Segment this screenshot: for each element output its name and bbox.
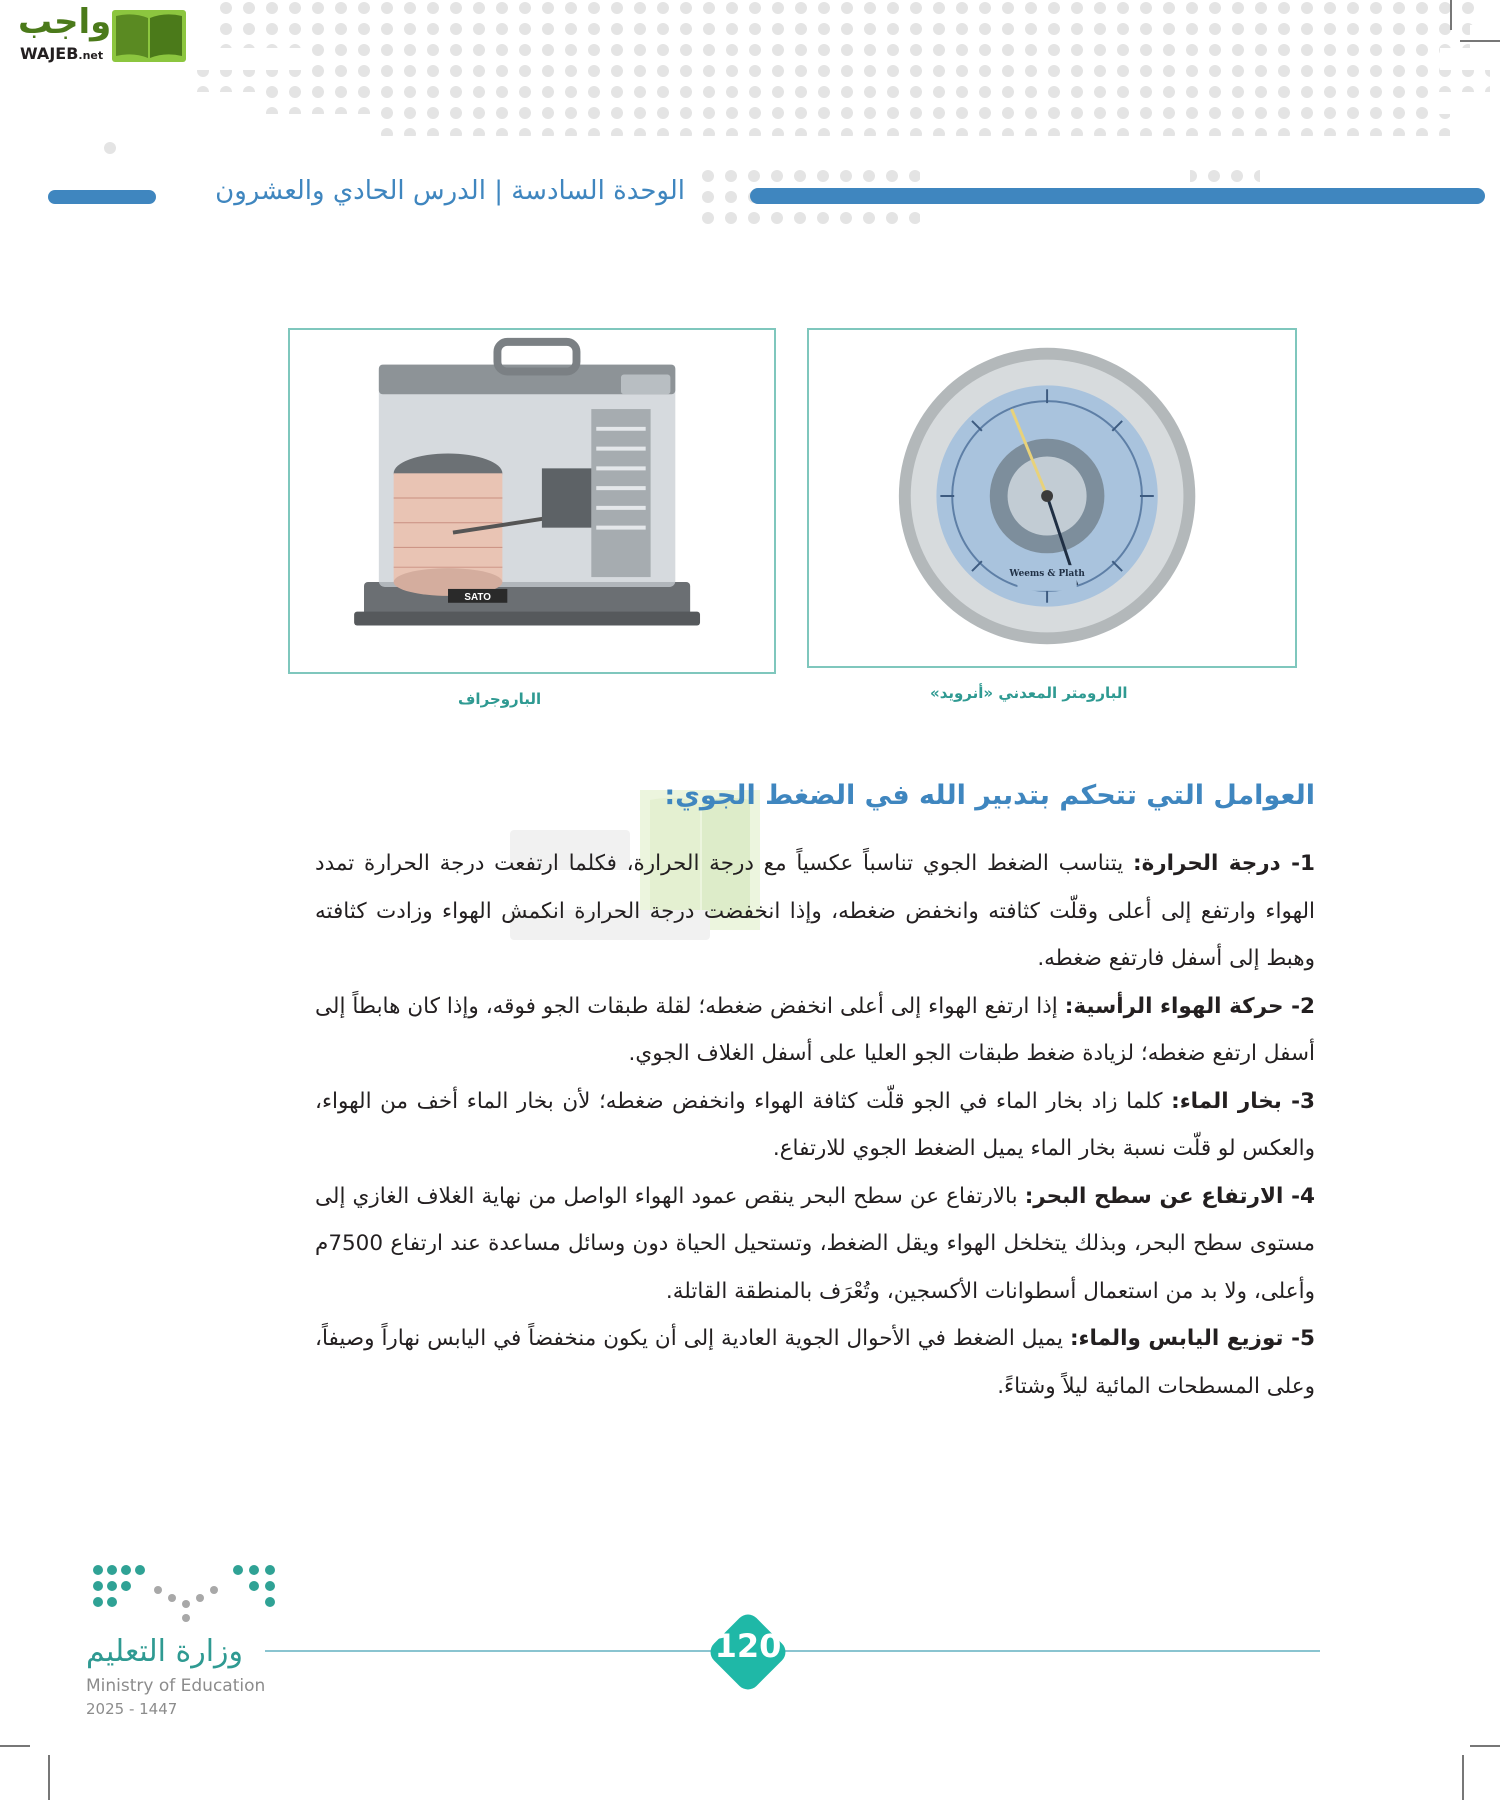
header-dot-pattern [80,0,1500,160]
factor-item [315,1078,1315,1173]
factor-text: يميل الضغط في الأحوال الجوية العادية إلى أن يكون منخفضاً في اليابس نهاراً وصيفاً، وعلى المسطحات المائية ليلاً وشتاءً. [315,1326,1315,1399]
factors-list [315,840,1315,1410]
barograph-brand-label: SATO [464,591,491,603]
barograph-caption: الباروجراف [458,690,542,708]
header-bar-right [750,188,1485,204]
crop-mark [1462,1755,1464,1800]
factor-item [315,1173,1315,1316]
crop-mark [1460,40,1500,42]
logo-latin: WAJEB.net [20,44,104,63]
crop-mark [0,1745,30,1747]
section-heading: العوامل التي تتحكم بتدبير الله في الضغط الجوي: [664,780,1315,811]
header-bar-left [48,190,156,204]
academic-year: 2025 - 1447 [86,1700,178,1718]
aneroid-barometer-image [807,328,1297,668]
factor-item [315,1315,1315,1410]
crop-mark [1450,0,1452,30]
ministry-name-arabic: وزارة التعليم [86,1634,244,1669]
logo-arabic: واجب [18,2,112,42]
factor-title: 3- بخار الماء: [1171,1088,1316,1114]
factor-item [315,983,1315,1078]
factor-text: إذا ارتفع الهواء إلى أعلى انخفض ضغطه؛ لقلة طبقات الجو فوقه، وإذا كان هابطاً إلى أسفل ارتفع ضغطه؛ لزيادة ضغط طبقات الجو العليا على أسفل الغلاف الجوي. [315,993,1315,1066]
factor-title: 2- حركة الهواء الرأسية: [1064,993,1315,1019]
factor-text: كلما زاد بخار الماء في الجو قلّت كثافة الهواء وانخفض ضغطه؛ لأن بخار الماء أخف من الهواء، والعكس لو قلّت نسبة بخار الماء يميل الضغط الجوي للارتفاع. [315,1088,1315,1161]
header-title: الوحدة السادسة | الدرس الحادي والعشرون [215,176,685,206]
factor-title: 5- توزيع اليابس والماء: [1069,1326,1315,1351]
barograph-illustration [294,330,774,668]
aneroid-caption: البارومتر المعدني «أنرويد» [930,684,1128,702]
factor-text: بالارتفاع عن سطح البحر ينقص عمود الهواء الواصل من نهاية الغلاف الغازي إلى مستوى سطح البحر، وبذلك يتخلخل الهواء ويقل الضغط، وتستحيل الحياة دون وسائل مساعدة عند ارتفاع 7500م وأعلى، ولا بد من استعمال أسطوانات الأكسجين، وتُعْرَف بالمنطقة القاتلة. [315,1183,1315,1304]
barometer-brand-label: Weems & Plath [1009,569,1085,580]
barograph-image [288,328,776,674]
page-number: 120 [714,1627,782,1665]
factor-title: 4- الارتفاع عن سطح البحر: [1024,1183,1315,1209]
factor-title: 1- درجة الحرارة: [1133,851,1315,876]
aneroid-illustration [813,330,1295,662]
ministry-name-english: Ministry of Education [86,1676,266,1696]
factor-item [315,840,1315,983]
wajeb-logo[interactable] [8,4,188,66]
factor-text: يتناسب الضغط الجوي تناسباً عكسياً مع درجة الحرارة، فكلما ارتفعت درجة الحرارة تمدد الهواء وارتفع إلى أعلى وقلّت كثافته وانخفض ضغطه، وإذا انخفضت درجة الحرارة انكمش الهواء وزادت كثافته وهبط إلى أسفل فارتفع ضغطه. [315,851,1315,971]
crop-mark [1470,1745,1500,1747]
ministry-logo-dots [88,1560,278,1628]
crop-mark [48,1755,50,1800]
